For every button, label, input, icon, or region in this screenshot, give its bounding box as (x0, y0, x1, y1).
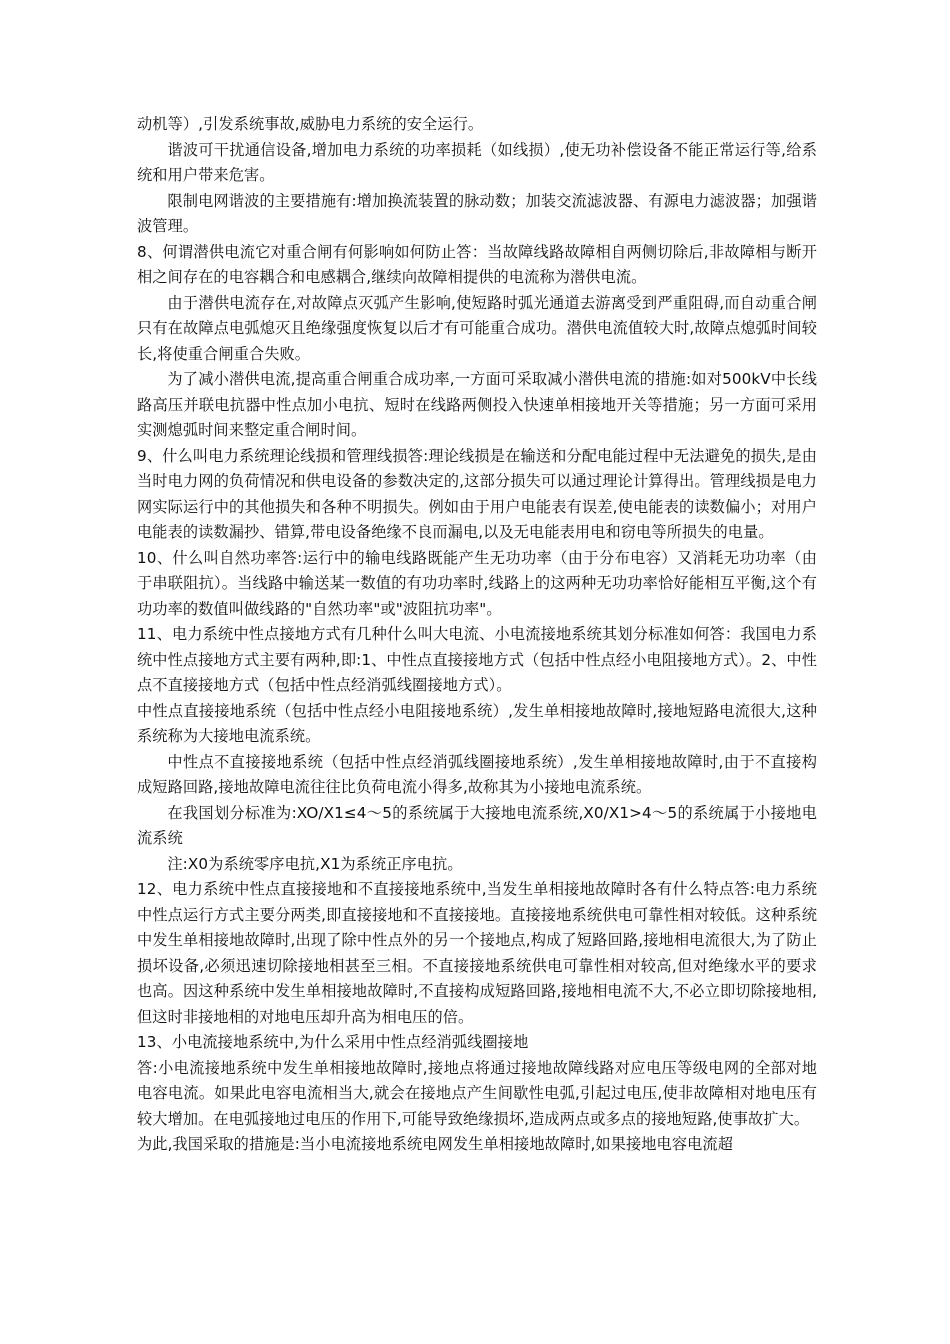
question-paragraph: 13、小电流接地系统中,为什么采用中性点经消弧线圈接地 (137, 1033, 529, 1051)
question-paragraph: 9、什么叫电力系统理论线损和管理线损答:理论线损是在输送和分配电能过程中无法避免的损失,是由当时电力网的负荷情况和供电设备的参数决定的,这部分损失可以通过理论计算得出。管理线损是电力网实际运行中的其他损失和各种不明损失。例如由于用户电能表有误差,使电能表的读数偏小；对用户电能表的读数漏抄、错算,带电设备绝缘不良而漏电,以及无电能表用电和窃电等所损失的电量。 (137, 446, 817, 541)
note-paragraph: 注:X0为系统零序电抗,X1为系统正序电抗。 (167, 854, 463, 873)
paragraph: 谐波可干扰通信设备,增加电力系统的功率损耗（如线损）,使无功补偿设备不能正常运行等,给系统和用户带来危害。 (137, 140, 817, 184)
paragraph: 由于潜供电流存在,对故障点灭弧产生影响,使短路时弧光通道去游离受到严重阻碍,而自动重合闸只有在故障点电弧熄灭且绝缘强度恢复以后才有可能重合成功。潜供电流值较大时,故障点熄弧时间较长,将使重合闸重合失败。 (137, 293, 817, 363)
document-body (137, 112, 817, 1158)
paragraph: 在我国划分标准为:XO/X1≤4～5的系统属于大接地电流系统,X0/X1>4～5的系统属于小接地电流系统 (137, 803, 817, 847)
paragraph: 为了减小潜供电流,提高重合闸重合成功率,一方面可采取减小潜供电流的措施:如对500kV中长线路高压并联电抗器中性点加小电抗、短时在线路两侧投入快速单相接地开关等措施；另一方面可采用实测熄弧时间来整定重合闸时间。 (137, 370, 817, 439)
question-paragraph: 12、电力系统中性点直接接地和不直接接地系统中,当发生单相接地故障时各有什么特点答:电力系统中性点运行方式主要分两类,即直接接地和不直接接地。直接接地系统供电可靠性相对较低。这种系统中发生单相接地故障时,出现了除中性点外的另一个接地点,构成了短路回路,接地相电流很大,为了防止损坏设备,必须迅速切除接地相甚至三相。不直接接地系统供电可靠性相对较高,但对绝缘水平的要求也高。因这种系统中发生单相接地故障时,不直接构成短路回路,接地相电流不大,不必立即切除接地相,但这时非接地相的对地电压却升高为相电压的倍。 (137, 880, 817, 1026)
answer-paragraph: 答:小电流接地系统中发生单相接地故障时,接地点将通过接地故障线路对应电压等级电网的全部对地电容电流。如果此电容电流相当大,就会在接地点产生间歇性电弧,引起过电压,使非故障相对地电压有较大增加。在电弧接地过电压的作用下,可能导致绝缘损坏,造成两点或多点的接地短路,使事故扩大。 (137, 1058, 817, 1128)
question-paragraph: 10、什么叫自然功率答:运行中的输电线路既能产生无功功率（由于分布电容）又消耗无功功率（由于串联阻抗）。当线路中输送某一数值的有功功率时,线路上的这两种无功功率恰好能相互平衡,这个有功功率的数值叫做线路的"自然功率"或"波阻抗功率"。 (137, 548, 817, 618)
paragraph: 动机等）,引发系统事故,威胁电力系统的安全运行。 (137, 115, 484, 133)
question-paragraph: 8、何谓潜供电流它对重合闸有何影响如何防止答：当故障线路故障相自两侧切除后,非故障相与断开相之间存在的电容耦合和电感耦合,继续向故障相提供的电流称为潜供电流。 (137, 242, 817, 286)
paragraph: 中性点不直接接地系统（包括中性点经消弧线圈接地系统）,发生单相接地故障时,由于不直接构成短路回路,接地故障电流往往比负荷电流小得多,故称其为小接地电流系统。 (137, 752, 817, 796)
paragraph: 中性点直接接地系统（包括中性点经小电阻接地系统）,发生单相接地故障时,接地短路电流很大,这种系统称为大接地电流系统。 (137, 701, 817, 745)
paragraph: 限制电网谐波的主要措施有:增加换流装置的脉动数；加装交流滤波器、有源电力滤波器；加强谐波管理。 (137, 191, 817, 235)
paragraph: 为此,我国采取的措施是:当小电流接地系统电网发生单相接地故障时,如果接地电容电流超 (137, 1135, 733, 1153)
question-paragraph: 11、电力系统中性点接地方式有几种什么叫大电流、小电流接地系统其划分标准如何答：我国电力系统中性点接地方式主要有两种,即:1、中性点直接接地方式（包括中性点经小电阻接地方式）。2、中性点不直接接地方式（包括中性点经消弧线圈接地方式）。 (137, 625, 817, 694)
